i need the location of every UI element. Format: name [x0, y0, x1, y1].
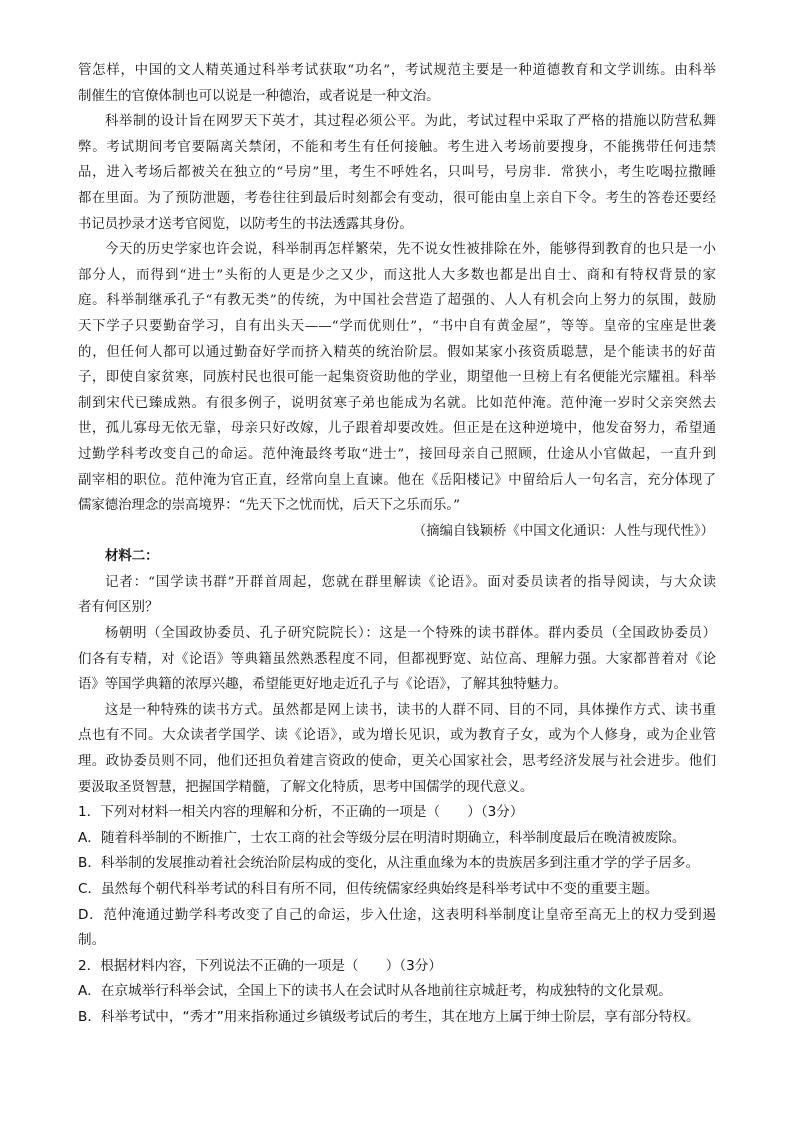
text-line: 过勤学科考改变自己的命运。范仲淹最终考取“进士”，接回母亲自己照顾，仕途从小官做起，一直升到: [78, 446, 716, 462]
text-line: 弊。考试期间考官要隔离关禁闭，不能和考生有任何接触。考生进入考场前要搜身，不能携带任何违禁: [78, 139, 716, 155]
text-line: 语》等国学典籍的浓厚兴趣，希望能更好地走近孔子与《论语》，了解其独特魅力。: [78, 677, 567, 693]
question-2-option-b: B．科举考试中，“秀才”用来指称通过乡镇级考试后的考生，其在地方上属于绅士阶层，享有部分特权。: [78, 1008, 700, 1025]
question-2-stem: 2．根据材料内容，下列说法不正确的一项是（ ）（3分）: [78, 957, 442, 974]
text-line: 科举制的设计旨在网罗天下英才，其过程必须公平。为此，考试过程中采取了严格的措施以防营私舞: [105, 114, 716, 130]
text-line: 天下学子只要勤奋学习，自有出头天——“学而优则仕”，“书中自有黄金屋”，等等。皇帝的宝座是世袭: [78, 318, 716, 334]
text-line: 记者：“国学读书群”开群首周起，您就在群里解读《论语》。面对委员读者的指导阅读，与大众读: [105, 574, 716, 590]
text-line: 部分人，而得到“进士”头衔的人更是少之又少，而这批人大多数也都是出自士、商和有特权背景的家: [78, 267, 716, 283]
text-line: 品，进入考场后都被关在独立的“号房”里，考生不呼姓名，只叫号，号房非．常狭小，考生吃喝拉撒睡: [78, 165, 716, 181]
text-line: 制到宋代已臻成熟。有很多例子，说明贫寒子弟也能成为名就。比如范仲淹。范仲淹一岁时父亲突然去: [78, 395, 716, 411]
text-line: 这是一种特殊的读书方式。虽然都是网上读书，读书的人群不同、目的不同，具体操作方式、读书重: [105, 702, 716, 718]
text-line: 杨朝明（全国政协委员、孔子研究院院长）：这是一个特殊的读书群体。群内委员（全国政协委员）: [105, 626, 716, 642]
text-line: 点也有不同。大众读者学国学、读《论语》，或为增长见识，或为教育子女，或为个人修身，或为企业管: [78, 728, 716, 744]
text-line: 书记员抄录才送考官阅览，以防考生的书法透露其身份。: [78, 216, 413, 232]
text-line: 都在里面。为了预防泄题，考卷往往到最后时刻都会有变动，很可能由皇上亲自下令。考生的答卷还要经: [78, 190, 716, 206]
text-line: 儒家德治理念的崇高境界：“先天下之忧而忧，后天下之乐而乐。”: [78, 498, 460, 514]
text-line: 制催生的官僚体制也可以说是一种德治，或者说是一种文治。: [78, 88, 440, 104]
question-1-option-b: B．科举制的发展推动着社会统治阶层构成的变化，从注重血缘为本的贵族居多到注重才学的学子居多。: [78, 855, 700, 872]
source-citation: （摘编自钱颖桥《中国文化通识：人性与现代性》）: [412, 523, 714, 539]
text-line: 管怎样，中国的文人精英通过科举考试获取“功名”，考试规范主要是一种道德教育和文学训练。由科举: [78, 63, 716, 78]
text-line: 们各有专精，对《论语》等典籍虽然熟悉程度不同，但都视野宽、站位高、理解力强。大家都普着对《论: [78, 651, 716, 667]
text-line: 副宰相的职位。范仲淹为官正直，经常向皇上直谏。他在《岳阳楼记》中留给后人一句名言，充分体现了: [78, 472, 716, 488]
text-line: 庭。科举制继承孔子“有教无类”的传统，为中国社会营造了超强的、人人有机会向上努力的氛围，鼓励: [78, 293, 716, 309]
text-line: 者有何区别？: [78, 600, 159, 616]
exam-page: [78, 58, 716, 1031]
question-1-stem: 1．下列对材料一相关内容的理解和分析，不正确的一项是（ ）（3分）: [78, 804, 524, 821]
text-line: 的，但任何人都可以通过勤奋好学而挤入精英的统治阶层。假如某家小孩资质聪慧，是个能读书的好苗: [78, 344, 716, 360]
text-line: 世，孤儿寡母无依无靠，母亲只好改嫁，儿子跟着却要改姓。但正是在这种逆境中，他发奋努力，希望通: [78, 421, 716, 437]
question-2-option-a: A．在京城举行科举会试，全国上下的读书人在会试时从各地前往京城赶考，构成独特的文化景观。: [78, 983, 672, 1000]
material2-heading: 材料二：: [105, 548, 159, 565]
text-line: 子，即使自家贫寒，同族村民也很可能一起集资资助他的学业，期望他一旦榜上有名便能光宗耀祖。科举: [78, 370, 716, 386]
text-line: 要汲取圣贤智慧，把握国学精髓，了解文化特质，思考中国儒学的现代意义。: [78, 779, 534, 795]
question-1-option-a: A．随着科举制的不断推广，士农工商的社会等级分层在明清时期确立，科举制度最后在晚清被废除。: [78, 829, 686, 846]
question-1-option-c: C．虽然每个朝代科举考试的科目有所不同，但传统儒家经典始终是科举考试中不变的重要主题。: [78, 881, 659, 897]
text-line: 今天的历史学家也许会说，科举制再怎样繁荣，先不说女性被排除在外，能够得到教育的也只是一小: [105, 242, 716, 258]
text-line: 理。政协委员则不同，他们还担负着建言资政的使命，更关心国家社会，思考经济发展与社会进步。他们: [78, 754, 716, 770]
question-1-option-d-cont: 制。: [78, 932, 106, 949]
question-1-option-d: D．范仲淹通过勤学科考改变了自己的命运，步入仕途，这表明科举制度让皇帝至高无上的权力受到遏: [78, 906, 716, 923]
